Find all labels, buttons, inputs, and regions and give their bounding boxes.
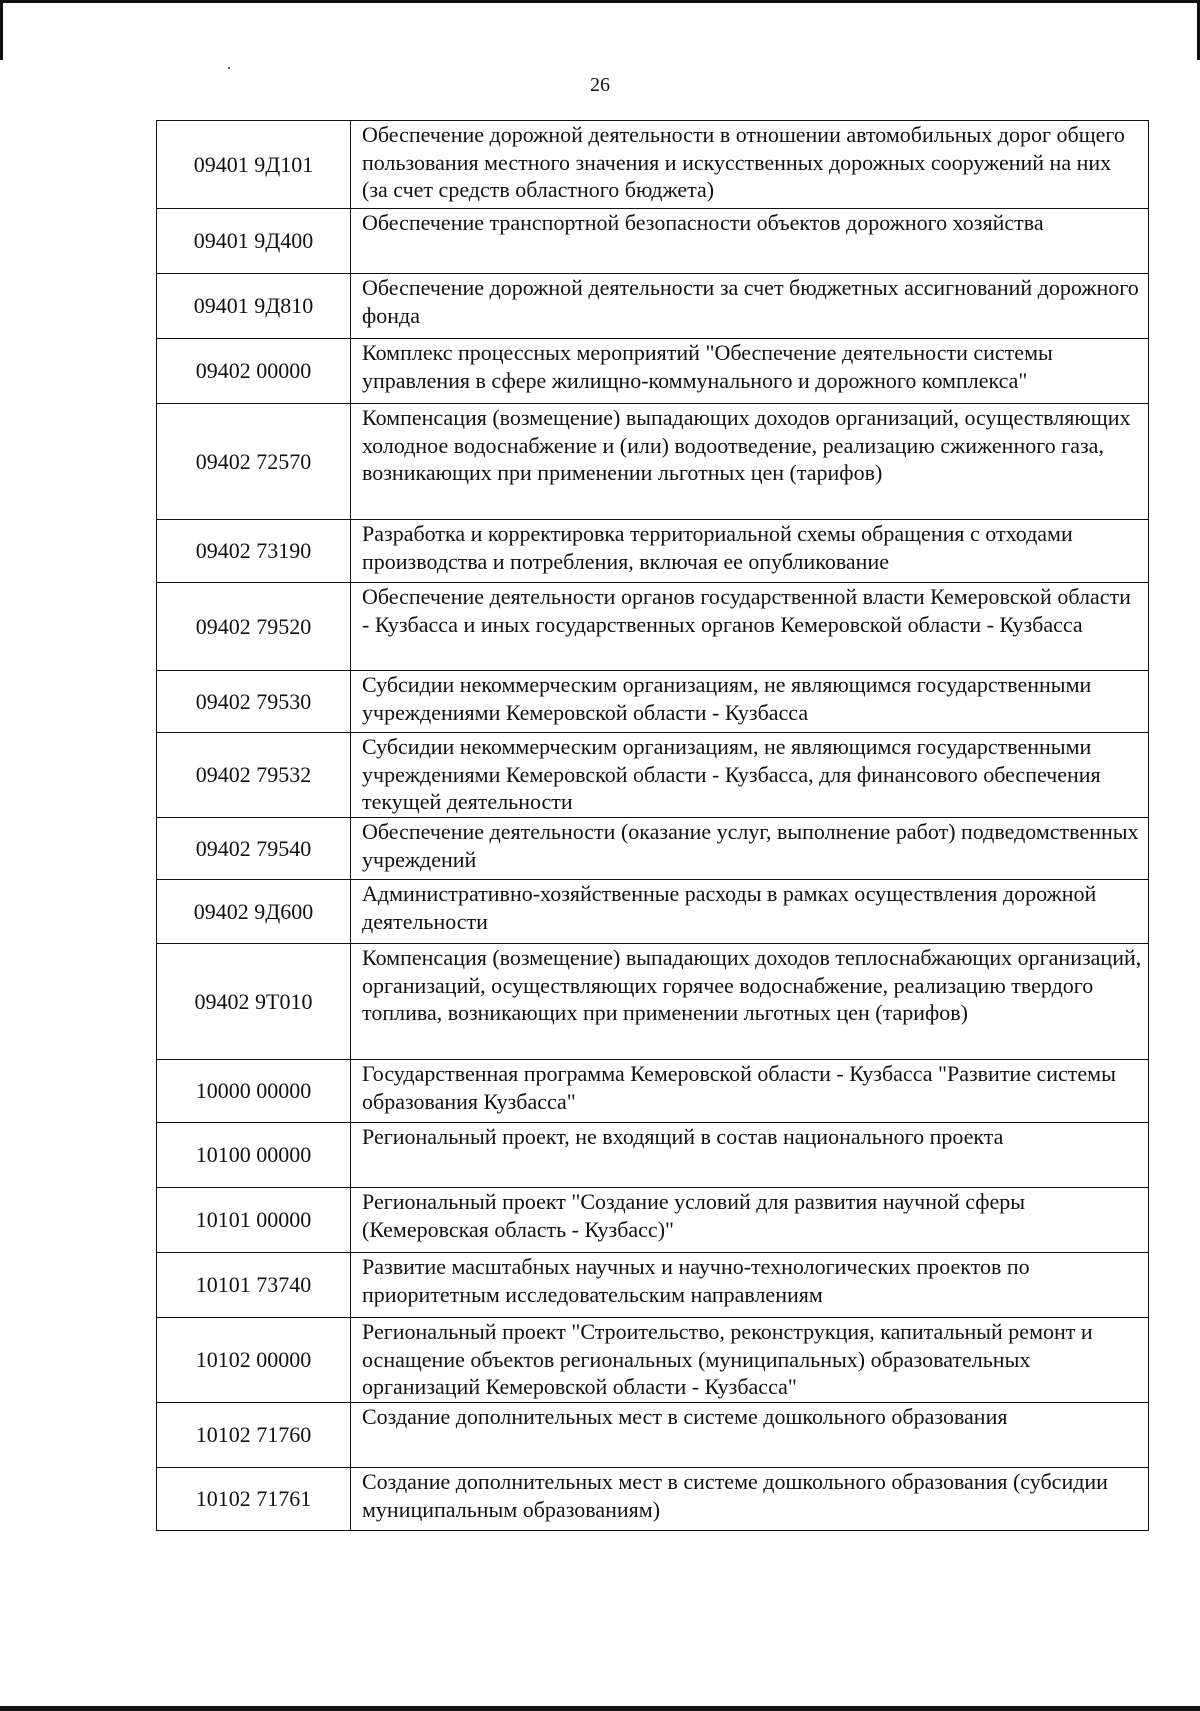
table-row [157, 339, 1149, 404]
table-row [157, 209, 1149, 274]
row-description: Компенсация (возмещение) выпадающих доходов организаций, осуществляющих холодное водоснабжение и (или) водоотведение, реализацию сжиженного газа, возникающих при применении льготных цен (тарифов) [351, 404, 1149, 520]
row-code: 09401 9Д400 [157, 209, 351, 274]
row-description: Государственная программа Кемеровской области - Кузбасса "Развитие системы образования Кузбасса" [351, 1060, 1149, 1123]
table-row [157, 1188, 1149, 1253]
row-code: 09402 79530 [157, 671, 351, 733]
row-description: Административно-хозяйственные расходы в рамках осуществления дорожной деятельности [351, 880, 1149, 944]
row-description: Компенсация (возмещение) выпадающих доходов теплоснабжающих организаций, организаций, осуществляющих горячее водоснабжение, реализацию твердого топлива, возникающих при применении льготных цен (тарифов) [351, 944, 1149, 1060]
table-row [157, 274, 1149, 339]
row-description: Субсидии некоммерческим организациям, не являющимся государственными учреждениями Кемеровской области - Кузбасса [351, 671, 1149, 733]
row-code: 09401 9Д101 [157, 121, 351, 209]
row-code: 09402 79520 [157, 583, 351, 671]
row-description: Комплекс процессных мероприятий "Обеспечение деятельности системы управления в сфере жилищно-коммунального и дорожного комплекса" [351, 339, 1149, 404]
row-description: Региональный проект, не входящий в состав национального проекта [351, 1123, 1149, 1188]
row-description: Создание дополнительных мест в системе дошкольного образования (субсидии муниципальным образованиям) [351, 1468, 1149, 1531]
row-description: Обеспечение деятельности органов государственной власти Кемеровской области - Кузбасса и иных государственных органов Кемеровской области - Кузбасса [351, 583, 1149, 671]
page-number: 26 [590, 74, 610, 96]
row-description: Обеспечение дорожной деятельности в отношении автомобильных дорог общего пользования местного значения и искусственных дорожных сооружений на них (за счет средств областного бюджета) [351, 121, 1149, 209]
row-description: Обеспечение транспортной безопасности объектов дорожного хозяйства [351, 209, 1149, 274]
row-code: 10100 00000 [157, 1123, 351, 1188]
row-code: 09402 9Д600 [157, 880, 351, 944]
row-description: Обеспечение дорожной деятельности за счет бюджетных ассигнований дорожного фонда [351, 274, 1149, 339]
table-row [157, 880, 1149, 944]
row-code: 10101 73740 [157, 1253, 351, 1318]
row-description: Региональный проект "Строительство, реконструкция, капитальный ремонт и оснащение объектов региональных (муниципальных) образовательных организаций Кемеровской области - Кузбасса" [351, 1318, 1149, 1403]
scan-edge-bottom [0, 1706, 1200, 1711]
table-row [157, 1403, 1149, 1468]
table-row [157, 1060, 1149, 1123]
row-code: 09402 79540 [157, 818, 351, 880]
row-code: 10102 71760 [157, 1403, 351, 1468]
table-row [157, 583, 1149, 671]
scan-edge-top [0, 0, 1200, 3]
table-row [157, 520, 1149, 583]
row-code: 09402 73190 [157, 520, 351, 583]
row-code: 09402 72570 [157, 404, 351, 520]
row-code: 10101 00000 [157, 1188, 351, 1253]
row-code: 10102 71761 [157, 1468, 351, 1531]
table-row [157, 1318, 1149, 1403]
row-description: Субсидии некоммерческим организациям, не являющимся государственными учреждениями Кемеровской области - Кузбасса, для финансового обеспечения текущей деятельности [351, 733, 1149, 818]
row-description: Региональный проект "Создание условий для развития научной сферы (Кемеровская область - Кузбасс)" [351, 1188, 1149, 1253]
row-code: 09402 00000 [157, 339, 351, 404]
table-row [157, 121, 1149, 209]
table-row [157, 671, 1149, 733]
table-row [157, 1123, 1149, 1188]
table-row [157, 944, 1149, 1060]
row-description: Разработка и корректировка территориальной схемы обращения с отходами производства и потребления, включая ее опубликование [351, 520, 1149, 583]
scan-edge-left [0, 0, 3, 60]
row-code: 09402 79532 [157, 733, 351, 818]
scan-speck [228, 67, 230, 69]
table-row [157, 733, 1149, 818]
row-code: 10000 00000 [157, 1060, 351, 1123]
row-code: 10102 00000 [157, 1318, 351, 1403]
table-row [157, 1468, 1149, 1531]
budget-classification-table [156, 120, 1149, 1531]
row-code: 09402 9Т010 [157, 944, 351, 1060]
table-row [157, 818, 1149, 880]
row-description: Создание дополнительных мест в системе дошкольного образования [351, 1403, 1149, 1468]
row-code: 09401 9Д810 [157, 274, 351, 339]
table-row [157, 404, 1149, 520]
row-description: Развитие масштабных научных и научно-технологических проектов по приоритетным исследовательским направлениям [351, 1253, 1149, 1318]
table-row [157, 1253, 1149, 1318]
row-description: Обеспечение деятельности (оказание услуг, выполнение работ) подведомственных учреждений [351, 818, 1149, 880]
